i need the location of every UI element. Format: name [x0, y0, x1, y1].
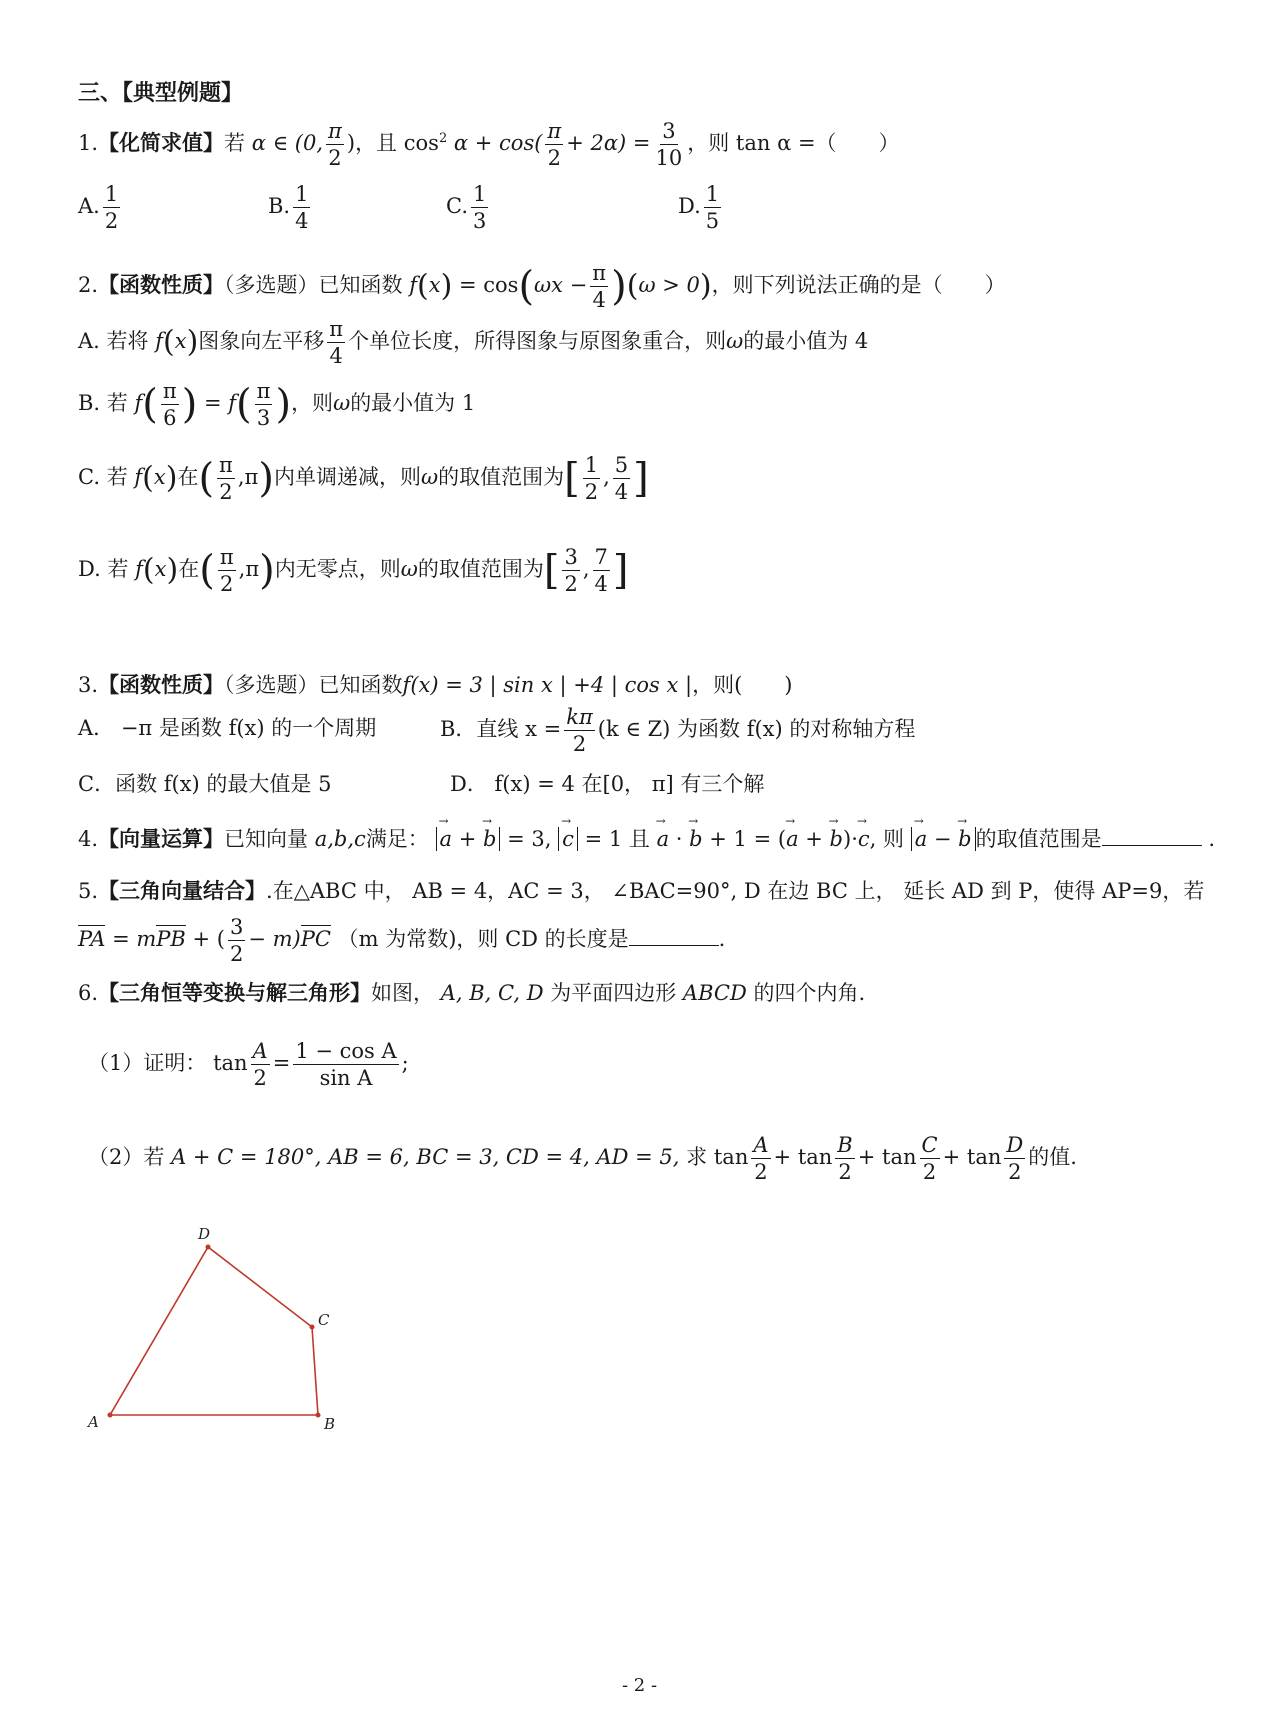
q3-option-a: A． −π 是函数 f(x) 的一个周期	[78, 716, 377, 740]
q6-part-1: （1）证明： tan $\frac{A}{2}$ = $\frac{\text{1 − cos A}}{\text{sin A}}$ ;	[88, 1039, 409, 1091]
question-3: 3.【函数性质】（多选题）已知函数f(x) = 3 | sin x | +4 | cos x |，则( )	[78, 672, 793, 697]
section-title-text: 三、【典型例题】	[78, 80, 244, 106]
q3-option-c: C．函数 f(x) 的最大值是 5	[78, 772, 332, 796]
page-number: - 2 -	[621, 1675, 658, 1696]
question-1: 1.【化简求值】若 α ∈ (0, $\frac{\pi}{2}$ )，且 $\cos^2 \alpha + \cos$( $\frac{\pi}{2}$ + 2α) = $\frac{3}{10}$ ，则 tan α =（ ）	[78, 119, 900, 171]
q2-option-d: D. 若 f(x)在( $\frac{\pi}{2}$ ,π)内无零点，则ω的取值范围为[ $\frac{3}{2}$ , $\frac{7}{4}$ ]	[78, 545, 629, 597]
quadrilateral-figure	[70, 1225, 370, 1445]
question-4: 4.【向量运算】已知向量 a,b,c满足： → a + → b = 3, → c = 1 且 → a · → b + 1 = (→ a + → b)·→ c, 则 → a − → b 的取值范围是 .	[78, 826, 1215, 852]
q3-option-d: D． f(x) = 4 在[0， π] 有三个解	[450, 772, 765, 796]
label-a: A	[88, 1413, 99, 1431]
vertex-c	[310, 1325, 315, 1330]
question-2: 2.【函数性质】（多选题）已知函数 f(x) = cos(ωx − $\frac{\pi}{4}$ )(ω > 0)，则下列说法正确的是（ ）	[78, 261, 1006, 313]
vertex-a	[108, 1413, 113, 1418]
q2-option-b: B. 若 f( $\frac{\pi}{6}$ ) = f( $\frac{\pi}{3}$ )，则ω的最小值为 1	[78, 379, 476, 431]
q1-frac-3-10: $\frac{3}{10}$	[655, 119, 683, 171]
q1-frac-pi-2b: $\frac{\pi}{2}$	[547, 119, 562, 171]
q1-text1: 若	[224, 131, 246, 156]
q1-text2: ，且	[355, 131, 398, 156]
q3-option-b: B．直线 x = $\frac{k\pi}{2}$ (k ∈ Z) 为函数 f(x) 的对称轴方程	[440, 705, 916, 757]
q1-number: 1.	[78, 131, 99, 156]
vertex-b	[316, 1413, 321, 1418]
q5-line-2: PA = mPB + ( $\frac{3}{2}$ − m)PC （m 为常数)，则 CD 的长度是 .	[78, 915, 726, 967]
label-c: C	[318, 1311, 330, 1329]
q1-text3: ，则 tan α =（ ）	[687, 131, 900, 156]
q1-frac-pi-2: $\frac{\pi}{2}$	[328, 119, 342, 171]
section-title	[78, 80, 243, 106]
label-b: B	[324, 1415, 336, 1433]
q1-option-b: B. $\frac{1}{4}$	[268, 182, 309, 234]
label-d: D	[198, 1225, 211, 1243]
q1-option-d: D. $\frac{1}{5}$	[678, 182, 720, 234]
q1-tag: 【化简求值】	[98, 130, 225, 156]
q1-alpha-in: α ∈ (0,	[251, 131, 324, 156]
quadrilateral-abcd	[110, 1247, 318, 1415]
q2-tag: 【函数性质】	[98, 272, 225, 298]
vertex-d	[206, 1245, 211, 1250]
q4-answer-blank[interactable]	[1102, 845, 1202, 846]
question-5: 5.【三角向量结合】.在△ABC 中， AB = 4，AC = 3， ∠BAC=90°, D 在边 BC 上， 延长 AD 到 P，使得 AP=9，若	[78, 878, 1205, 903]
q1-option-c: C. $\frac{1}{3}$	[446, 182, 487, 234]
q2-option-c: C. 若 f(x)在( $\frac{\pi}{2}$ ,π)内单调递减，则ω的取值范围为[ $\frac{1}{2}$ , $\frac{5}{4}$ ]	[78, 453, 649, 505]
q5-answer-blank[interactable]	[629, 945, 719, 946]
question-6: 6.【三角恒等变换与解三角形】如图， A, B, C, D 为平面四边形 ABCD 的四个内角.	[78, 980, 866, 1005]
q2-option-a: A. 若将 f(x)图象向左平移 $\frac{\pi}{4}$ 个单位长度，所得图象与原图象重合，则ω的最小值为 4	[78, 317, 869, 369]
q1-option-a: A. $\frac{1}{2}$	[78, 182, 119, 234]
q6-part-2: （2）若 A + C = 180°, AB = 6, BC = 3, CD = 4, AD = 5, 求 tan $\frac{A}{2}$ + tan $\frac{B}{2}$ + tan $\frac{C}{2}$ + tan $\frac{D}{2}$ 的值.	[88, 1133, 1077, 1185]
